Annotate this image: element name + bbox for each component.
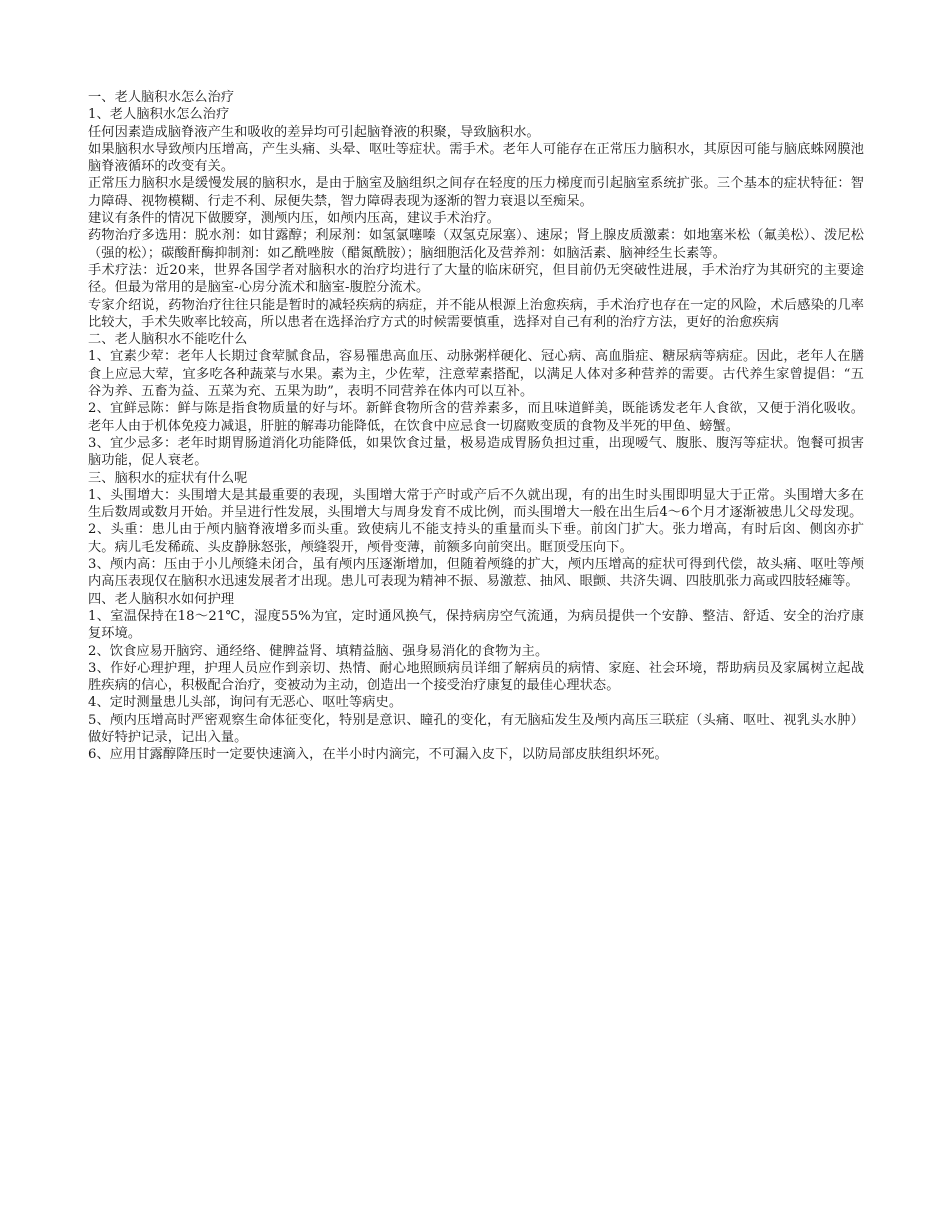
paragraph: 药物治疗多选用：脱水剂：如甘露醇；利尿剂：如氢氯噻嗪（双氢克尿塞）、速尿；肾上腺皮质激素：如地塞米松（氟美松）、泼尼松（强的松）；碳酸酐酶抑制剂：如乙酰唑胺（醋氮酰胺）；脑细胞活化及营养剂：如脑活素、脑神经生长素等。 — [88, 228, 864, 261]
section-heading: 三、脑积水的症状有什么呢 — [88, 470, 248, 486]
list-item: 1、宜素少荤：老年人长期过食荤腻食品，容易罹患高血压、动脉粥样硬化、冠心病、高血脂症、糖尿病等病症。因此，老年人在膳食上应忌大荤，宜多吃各种蔬菜与水果。素为主，少佐荤，注意荤素搭配，以满足人体对多种营养的需要。古代养生家曾提倡：“五谷为养、五畜为益、五菜为充、五果为助”，表明不同营养在体内可以互补。 — [88, 349, 864, 400]
list-item: 6、应用甘露醇降压时一定要快速滴入，在半小时内滴完，不可漏入皮下，以防局部皮肤组织坏死。 — [88, 747, 668, 763]
paragraph: 正常压力脑积水是缓慢发展的脑积水，是由于脑室及脑组织之间存在轻度的压力梯度而引起脑室系统扩张。三个基本的症状特征：智力障碍、视物模糊、行走不利、尿便失禁，智力障碍表现为逐渐的智力衰退以至痴呆。 — [88, 176, 864, 209]
list-item: 3、颅内高：压由于小儿颅缝未闭合，虽有颅内压逐渐增加，但随着颅缝的扩大，颅内压增高的症状可得到代偿，故头痛、呕吐等颅内高压表现仅在脑积水迅速发展者才出现。患儿可表现为精神不振、易激惹、抽风、眼颤、共济失调、四肢肌张力高或四肢轻瘫等。 — [88, 557, 864, 590]
list-item: 1、头围增大：头围增大是其最重要的表现，头围增大常于产时或产后不久就出现，有的出生时头围即明显大于正常。头围增大多在生后数周或数月开始。并呈进行性发展，头围增大与周身发育不成比例，而头围增大一般在出生后4～6个月才逐渐被患儿父母发现。 — [88, 487, 864, 521]
paragraph: 手术疗法：近20来，世界各国学者对脑积水的治疗均进行了大量的临床研究，但目前仍无突破性进展，手术治疗为其研究的主要途径。但最为常用的是脑室-心房分流术和脑室-腹腔分流术。 — [88, 262, 864, 296]
paragraph: 任何因素造成脑脊液产生和吸收的差异均可引起脑脊液的积聚，导致脑积水。 — [88, 124, 540, 140]
list-item: 3、宜少忌多：老年时期胃肠道消化功能降低，如果饮食过量，极易造成胃肠负担过重，出现嗳气、腹胀、腹泻等症状。饱餐可损害脑功能，促人衰老。 — [88, 435, 864, 469]
paragraph: 如果脑积水导致颅内压增高，产生头痛、头晕、呕吐等症状。需手术。老年人可能存在正常压力脑积水，其原因可能与脑底蛛网膜池脑脊液循环的改变有关。 — [88, 141, 864, 175]
list-item: 2、饮食应易开脑窍、通经络、健脾益肾、填精益脑、强身易消化的食物为主。 — [88, 643, 549, 659]
document-body — [88, 89, 864, 764]
list-item: 5、颅内压增高时严密观察生命体征变化，特别是意识、瞳孔的变化，有无脑疝发生及颅内高压三联症（头痛、呕吐、视乳头水肿）做好特护记录，记出入量。 — [88, 712, 864, 745]
paragraph: 建议有条件的情况下做腰穿，测颅内压，如颅内压高，建议手术治疗。 — [88, 211, 500, 227]
paragraph: 专家介绍说，药物治疗往往只能是暂时的减轻疾病的病症，并不能从根源上治愈疾病，手术治疗也存在一定的风险，术后感染的几率比较大，手术失败率比较高，所以患者在选择治疗方式的时候需要慎重，选择对自己有利的治疗方法，更好的治愈疾病 — [88, 297, 864, 330]
section-heading: 四、老人脑积水如何护理 — [88, 591, 235, 607]
list-item: 2、头重：患儿由于颅内脑脊液增多而头重。致使病儿不能支持头的重量而头下垂。前囟门扩大。张力增高，有时后囟、侧囟亦扩大。病儿毛发稀疏、头皮静脉怒张，颅缝裂开，颅骨变薄，前额多向前突出。眶顶受压向下。 — [88, 522, 864, 555]
section-heading: 二、老人脑积水不能吃什么 — [88, 332, 248, 348]
section-heading: 一、老人脑积水怎么治疗 — [88, 90, 235, 105]
list-item: 2、宜鲜忌陈：鲜与陈是指食物质量的好与坏。新鲜食物所含的营养素多，而且味道鲜美，既能诱发老年人食欲，又便于消化吸收。老年人由于机体免疫力减退，肝脏的解毒功能降低，在饮食中应忌食一切腐败变质的食物及半死的甲鱼、螃蟹。 — [88, 401, 864, 434]
subsection-heading: 1、老人脑积水怎么治疗 — [88, 107, 230, 123]
list-item: 4、定时测量患儿头部，询问有无恶心、呕吐等病史。 — [88, 695, 403, 711]
list-item: 3、作好心理护理，护理人员应作到亲切、热情、耐心地照顾病员详细了解病员的病情、家庭、社会环境，帮助病员及家属树立起战胜疾病的信心，积极配合治疗，变被动为主动，创造出一个接受治疗康复的最佳心理状态。 — [88, 660, 864, 694]
list-item: 1、室温保持在18～21℃，湿度55%为宜，定时通风换气，保持病房空气流通，为病员提供一个安静、整洁、舒适、安全的治疗康复环境。 — [88, 608, 864, 642]
